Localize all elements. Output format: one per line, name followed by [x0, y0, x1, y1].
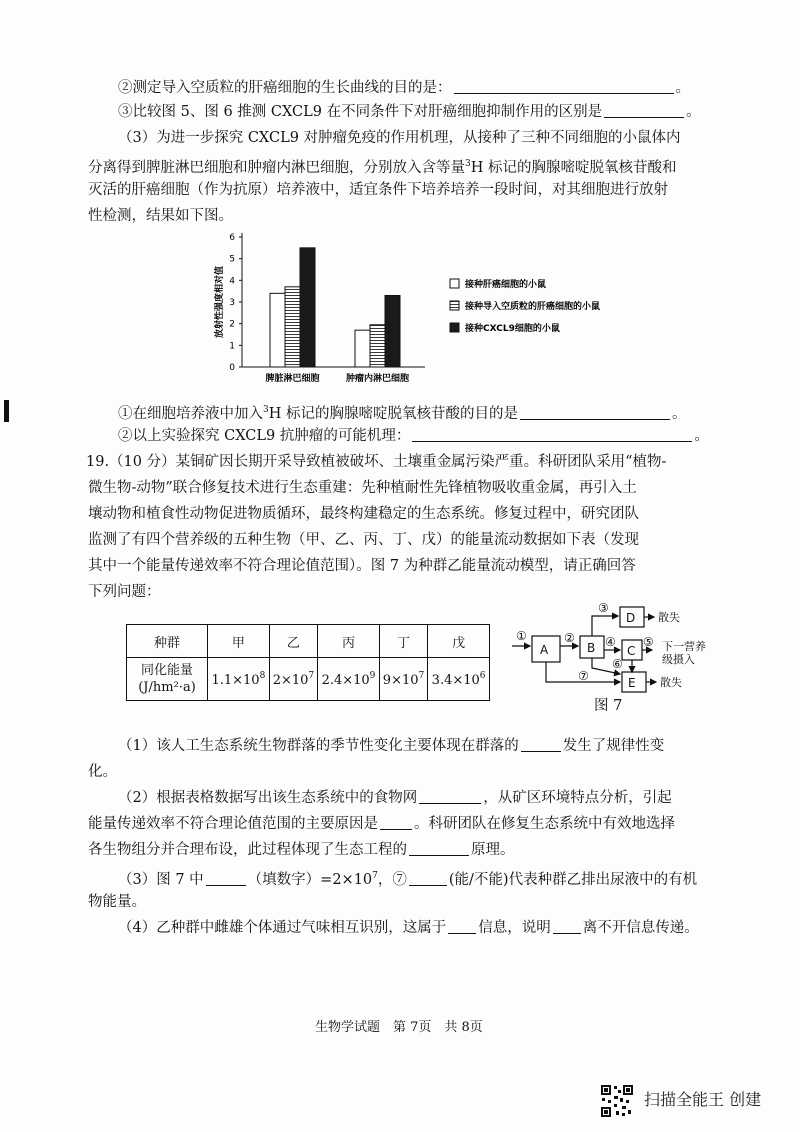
- y-tick-label: 5: [229, 254, 235, 265]
- q18-part3-line4: 性检测，结果如下图。: [88, 208, 233, 224]
- q19-stem-line3: 壤动物和植食性动物促进物质循环，最终构建稳定的生态系统。修复过程中，研究团队: [88, 506, 639, 522]
- y-tick-label: 1: [229, 341, 235, 352]
- answer-blank[interactable]: [521, 737, 561, 752]
- diagram-next-2: 级摄入: [662, 653, 695, 666]
- q19-subq-4: （4）乙种群中雌雄个体通过气味相互识别，这属于 信息，说明 离不开信息传递。: [118, 920, 699, 936]
- qr-code-icon: [600, 1084, 634, 1118]
- answer-blank[interactable]: [520, 405, 670, 420]
- diagram-num-2: ②: [564, 631, 575, 645]
- diagram-lose-1: 散失: [658, 611, 680, 624]
- table-cell: $2.4\times 10^9$: [318, 658, 380, 701]
- q19-stem-line1: 19.（10 分）某铜矿因长期开采导致植被破坏、土壤重金属污染严重。科研团队采用“植物-: [86, 454, 667, 470]
- diagram-num-5: ⑤: [643, 635, 654, 649]
- answer-blank[interactable]: [380, 815, 412, 830]
- y-tick-label: 2: [229, 319, 235, 330]
- q19-subq-2-line2: 能量传递效率不符合理论值范围的主要原因是 。科研团队在修复生态系统中有效地选择: [88, 816, 675, 832]
- diagram-num-3: ③: [598, 602, 609, 615]
- table-header-cell: 乙: [269, 625, 317, 658]
- y-axis-label: 放射性强度相对值: [215, 265, 225, 339]
- diagram-label-A: A: [540, 643, 549, 657]
- y-tick-label: 3: [229, 298, 235, 308]
- q18-subq-3-1: ①在细胞培养液中加入$^3$H 标记的胸腺嘧啶脱氧核苷酸的目的是 。: [118, 405, 687, 422]
- y-tick-label: 6: [229, 233, 235, 243]
- q18-part3-line2: 分离得到脾脏淋巴细胞和肿瘤内淋巴细胞，分别放入含等量$^3$H 标记的胸腺嘧啶脱氧核苷酸和: [88, 159, 677, 176]
- bar: [270, 293, 285, 367]
- x-category-label: 脾脏淋巴细胞: [265, 374, 320, 384]
- bar: [285, 287, 300, 367]
- diagram-num-7: ⑦: [578, 669, 589, 683]
- table-cell: $2\times 10^7$: [269, 658, 317, 701]
- answer-blank[interactable]: [206, 871, 246, 886]
- q19-subq-3-line2: 物能量。: [88, 894, 146, 910]
- page-footer: 生物学试题 第 7页 共 8页: [315, 1020, 483, 1035]
- table-cell: $9\times 10^7$: [379, 658, 427, 701]
- q18-subq-3: ③比较图 5、图 6 推测 CXCL9 在不同条件下对肝癌细胞抑制作用的区别是 。: [118, 104, 701, 120]
- q19-stem-line2: 微生物-动物”联合修复技术进行生态重建：先种植耐性先锋植物吸收重金属，再引入土: [88, 480, 637, 496]
- diagram-label-E: E: [628, 676, 636, 690]
- legend-entry: 接种导入空质粒的肝癌细胞的小鼠: [465, 302, 601, 312]
- legend-swatch: [450, 301, 459, 310]
- answer-blank[interactable]: [409, 871, 447, 886]
- table-cell: $3.4\times 10^6$: [428, 658, 490, 701]
- bar-chart: [210, 225, 770, 395]
- q19-subq-1-cont: 化。: [88, 764, 117, 780]
- q19-stem-line5: 其中一个能量传递效率不符合理论值范围）。图 7 为种群乙能量流动模型，请正确回答: [88, 558, 636, 574]
- bar: [300, 248, 315, 367]
- table-header-cell: 甲: [208, 625, 270, 658]
- answer-blank[interactable]: [604, 103, 684, 118]
- q18-part3-line1: （3）为进一步探究 CXCL9 对肿瘤免疫的作用机理，从接种了三种不同细胞的小鼠体内: [118, 130, 681, 146]
- scanner-watermark: 扫描全能王 创建: [644, 1090, 762, 1109]
- answer-blank[interactable]: [553, 919, 581, 934]
- table-row: [127, 658, 490, 701]
- y-tick-label: 4: [229, 276, 235, 287]
- q19-stem-line4: 监测了有四个营养级的五种生物（甲、乙、丙、丁、戊）的能量流动数据如下表（发现: [88, 532, 639, 548]
- diagram-num-6: ⑥: [612, 657, 623, 671]
- legend-swatch: [450, 279, 459, 288]
- diagram-num-4: ④: [605, 635, 616, 649]
- q19-subq-2: （2）根据表格数据写出该生态系统中的食物网 ，从矿区环境特点分析，引起: [118, 790, 672, 806]
- diagram-lose-2: 散失: [660, 676, 682, 689]
- legend-entry: 接种肝癌细胞的小鼠: [465, 280, 547, 290]
- diagram-num-1: ①: [516, 629, 527, 643]
- diagram-label-B: B: [587, 641, 596, 655]
- q19-subq-3: （3）图 7 中 （填数字）$=2\times 10^7$，⑦ (能/不能)代表种群乙排出尿液中的有机: [118, 871, 698, 888]
- q19-subq-2-line3: 各生物组分并合理布设，此过程体现了生态工程的 原理。: [88, 842, 515, 858]
- energy-table: [126, 624, 490, 701]
- y-tick-label: 0: [229, 363, 235, 373]
- bar: [370, 325, 385, 367]
- figure-7-caption: 图 7: [594, 698, 623, 714]
- q19-stem-line6: 下列问题：: [88, 584, 161, 600]
- bar: [355, 330, 370, 367]
- table-header-cell: 丁: [379, 625, 427, 658]
- legend-swatch: [450, 323, 459, 332]
- table-header-row: [127, 625, 490, 658]
- x-category-label: 肿瘤内淋巴细胞: [345, 374, 410, 384]
- q18-part3-line3: 灭活的肝癌细胞（作为抗原）培养液中，适宜条件下培养培养一段时间，对其细胞进行放射: [88, 182, 668, 198]
- q18-subq-3-2: ②以上实验探究 CXCL9 抗肿瘤的可能机理： 。: [118, 428, 709, 444]
- q18-subq-2: ②测定导入空质粒的肝癌细胞的生长曲线的目的是： 。: [118, 80, 690, 96]
- table-header-cell: 种群: [127, 625, 208, 658]
- table-header-cell: 丙: [318, 625, 380, 658]
- diagram-label-C: C: [627, 644, 636, 658]
- diagram-label-D: D: [626, 611, 636, 625]
- legend-entry: 接种CXCL9细胞的小鼠: [465, 324, 560, 334]
- diagram-next-1: 下一营养: [662, 640, 706, 653]
- bar: [385, 296, 400, 368]
- table-row-label: 同化能量 (J/hm²·a): [127, 658, 208, 701]
- q19-subq-1: （1）该人工生态系统生物群落的季节性变化主要体现在群落的 发生了规律性变: [118, 738, 665, 754]
- scan-edge-mark: [4, 400, 9, 422]
- table-header-cell: 戊: [428, 625, 490, 658]
- answer-blank[interactable]: [419, 789, 481, 804]
- answer-blank[interactable]: [409, 841, 469, 856]
- answer-blank[interactable]: [448, 919, 476, 934]
- answer-blank[interactable]: [454, 79, 674, 94]
- table-cell: $1.1\times 10^8$: [208, 658, 270, 701]
- answer-blank[interactable]: [412, 427, 692, 442]
